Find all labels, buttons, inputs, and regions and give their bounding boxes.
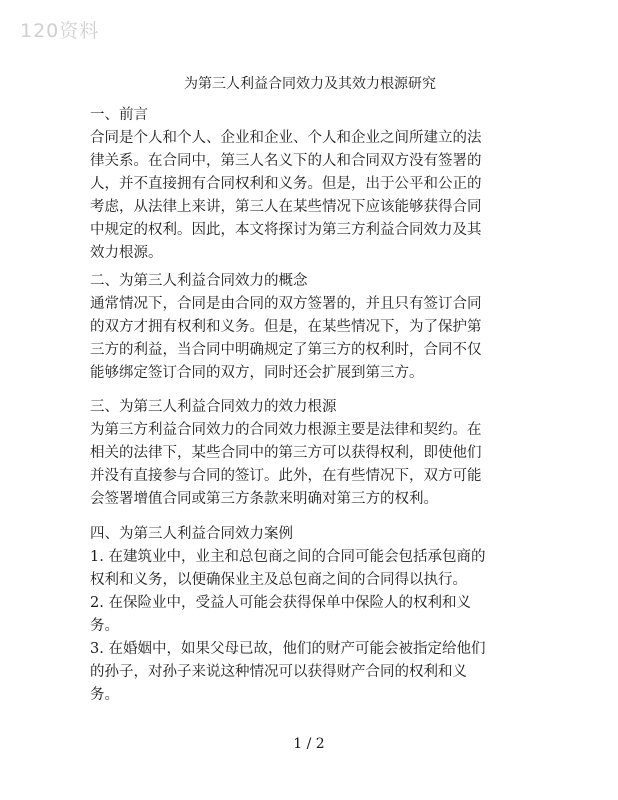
- document-title: 为第三人利益合同效力及其效力根源研究: [184, 76, 436, 92]
- section-heading: 三、为第三人利益合同效力的效力根源: [90, 399, 337, 415]
- paragraph-line: 并没有直接参与合同的签订。此外，在有些情况下，双方可能: [90, 468, 482, 484]
- list-item-line: 2. 在保险业中，受益人可能会获得保单中保险人的权利和义: [90, 595, 471, 611]
- paragraph-line: 的双方才拥有权利和义务。但是，在某些情况下，为了保护第: [90, 319, 482, 335]
- section-paragraph: [90, 419, 530, 511]
- section-cases: [90, 523, 530, 707]
- paragraph-line: 律关系。在合同中，第三人名义下的人和合同双方没有签署的: [90, 153, 482, 169]
- paragraph-line: 人，并不直接拥有合同权利和义务。但是，出于公平和公正的: [90, 176, 482, 192]
- list-item-line: 的孙子，对孙子来说这种情况可以获得财产合同的权利和义: [90, 664, 467, 680]
- list-item-line: 1. 在建筑业中，业主和总包商之间的合同可能会包括承包商的: [90, 549, 486, 565]
- section-paragraph: [90, 546, 530, 707]
- list-item-line: 务。: [90, 618, 119, 634]
- watermark-logo: 120资料: [20, 20, 100, 42]
- section-preface: [90, 104, 530, 265]
- list-item-line: 权利和义务，以便确保业主及总包商之间的合同得以执行。: [90, 572, 467, 588]
- paragraph-line: 考虑，从法律上来讲，第三人在某些情况下应该能够获得合同: [90, 199, 482, 215]
- paragraph-line: 中规定的权利。因此，本文将探讨为第三方利益合同效力及其: [90, 222, 482, 238]
- section-paragraph: [90, 127, 530, 265]
- paragraph-line: 为第三方利益合同效力的合同效力根源主要是法律和契约。在: [90, 422, 482, 438]
- paragraph-line: 会签署增值合同或第三方条款来明确对第三方的权利。: [90, 491, 438, 507]
- page-number: 1 / 2: [293, 736, 325, 752]
- paragraph-line: 能够绑定签订合同的双方，同时还会扩展到第三方。: [90, 365, 424, 381]
- section-heading: 四、为第三人利益合同效力案例: [90, 526, 293, 542]
- section-heading: 二、为第三人利益合同效力的概念: [90, 273, 308, 289]
- section-paragraph: [90, 293, 530, 385]
- section-heading: 一、前言: [90, 107, 148, 123]
- section-source: [90, 396, 530, 511]
- paragraph-line: 通常情况下，合同是由合同的双方签署的，并且只有签订合同: [90, 296, 482, 312]
- paragraph-line: 相关的法律下，某些合同中的第三方可以获得权利，即使他们: [90, 445, 482, 461]
- paragraph-line: 三方的利益，当合同中明确规定了第三方的权利时，合同不仅: [90, 342, 482, 358]
- section-concept: [90, 270, 530, 385]
- list-item-line: 3. 在婚姻中，如果父母已故，他们的财产可能会被指定给他们: [90, 641, 486, 657]
- paragraph-line: 效力根源。: [90, 245, 163, 261]
- paragraph-line: 合同是个人和个人、企业和企业、个人和企业之间所建立的法: [90, 130, 482, 146]
- list-item-line: 务。: [90, 687, 119, 703]
